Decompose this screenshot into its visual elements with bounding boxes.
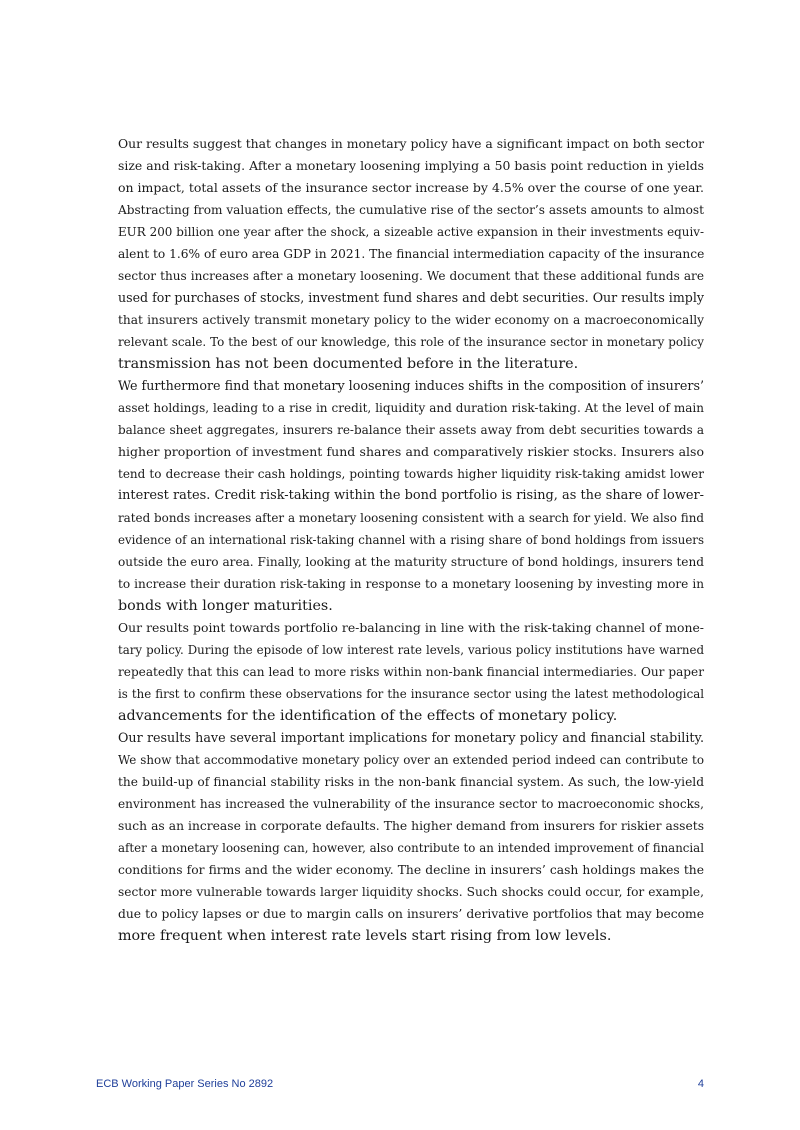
text-line: EUR 200 billion one year after the shock, a sizeable active expansion in their investments equiv- <box>118 225 704 239</box>
text-line: that insurers actively transmit monetary policy to the wider economy on a macroeconomically <box>118 313 704 327</box>
text-line: asset holdings, leading to a rise in credit, liquidity and duration risk-taking. At the level of main <box>118 401 704 415</box>
paragraph <box>96 727 704 947</box>
text-line: such as an increase in corporate defaults. The higher demand from insurers for riskier assets <box>118 819 704 833</box>
text-line: higher proportion of investment fund shares and comparatively riskier stocks. Insurers also <box>118 444 704 459</box>
text-line: relevant scale. To the best of our knowledge, this role of the insurance sector in monetary policy <box>118 335 704 349</box>
text-line: interest rates. Credit risk-taking within the bond portfolio is rising, as the share of lower- <box>118 488 704 503</box>
paragraph <box>96 617 704 727</box>
text-line: Abstracting from valuation effects, the cumulative rise of the sector’s assets amounts to almost <box>118 203 704 217</box>
text-line: Our results point towards portfolio re-balancing in line with the risk-taking channel of mone- <box>118 620 704 635</box>
text-line: rated bonds increases after a monetary loosening consistent with a search for yield. We also find <box>118 511 704 525</box>
paragraph <box>96 375 704 617</box>
text-line: We furthermore find that monetary loosening induces shifts in the composition of insurers’ <box>118 378 704 393</box>
text-line: evidence of an international risk-taking channel with a rising share of bond holdings from issuers <box>118 533 704 547</box>
text-line: Our results suggest that changes in monetary policy have a significant impact on both sector <box>118 136 704 151</box>
page-number: 4 <box>697 1078 704 1090</box>
text-line: bonds with longer maturities. <box>118 598 333 614</box>
text-line: on impact, total assets of the insurance sector increase by 4.5% over the course of one year. <box>118 180 704 195</box>
text-line: more frequent when interest rate levels start rising from low levels. <box>118 928 612 944</box>
text-line: alent to 1.6% of euro area GDP in 2021. The financial intermediation capacity of the insurance <box>118 247 705 261</box>
text-line: advancements for the identification of the effects of monetary policy. <box>118 708 618 724</box>
text-line: environment has increased the vulnerability of the insurance sector to macroeconomic shocks, <box>118 797 704 811</box>
page-footer <box>96 1078 704 1094</box>
text-line: size and risk-taking. After a monetary loosening implying a 50 basis point reduction in yields <box>118 158 704 173</box>
text-line: outside the euro area. Finally, looking at the maturity structure of bond holdings, insurers tend <box>118 555 704 569</box>
text-line: due to policy lapses or due to margin calls on insurers’ derivative portfolios that may become <box>118 907 704 921</box>
text-line: sector thus increases after a monetary loosening. We document that these additional funds are <box>118 269 704 283</box>
text-line: sector more vulnerable towards larger liquidity shocks. Such shocks could occur, for example, <box>118 885 704 899</box>
text-line: Our results have several important implications for monetary policy and financial stability. <box>118 730 704 745</box>
text-line: repeatedly that this can lead to more risks within non-bank financial intermediaries. Our paper <box>118 665 704 679</box>
text-line: We show that accommodative monetary policy over an extended period indeed can contribute to <box>118 753 704 767</box>
text-line: the build-up of financial stability risks in the non-bank financial system. As such, the low-yield <box>118 775 704 789</box>
text-line: after a monetary loosening can, however, also contribute to an intended improvement of financial <box>118 841 704 855</box>
text-line: transmission has not been documented before in the literature. <box>118 356 579 372</box>
text-line: to increase their duration risk-taking in response to a monetary loosening by investing more in <box>118 577 704 591</box>
body-text <box>96 133 704 947</box>
text-line: used for purchases of stocks, investment fund shares and debt securities. Our results imply <box>118 290 704 305</box>
text-line: balance sheet aggregates, insurers re-balance their assets away from debt securities towards a <box>118 423 704 437</box>
text-line: tary policy. During the episode of low interest rate levels, various policy institutions have warned <box>118 643 704 657</box>
series-title: ECB Working Paper Series No 2892 <box>96 1078 274 1090</box>
text-line: is the first to confirm these observations for the insurance sector using the latest methodological <box>118 687 704 701</box>
text-line: conditions for firms and the wider economy. The decline in insurers’ cash holdings makes the <box>118 863 704 877</box>
text-line: tend to decrease their cash holdings, pointing towards higher liquidity risk-taking amidst lower <box>118 467 704 481</box>
paragraph <box>96 133 704 375</box>
